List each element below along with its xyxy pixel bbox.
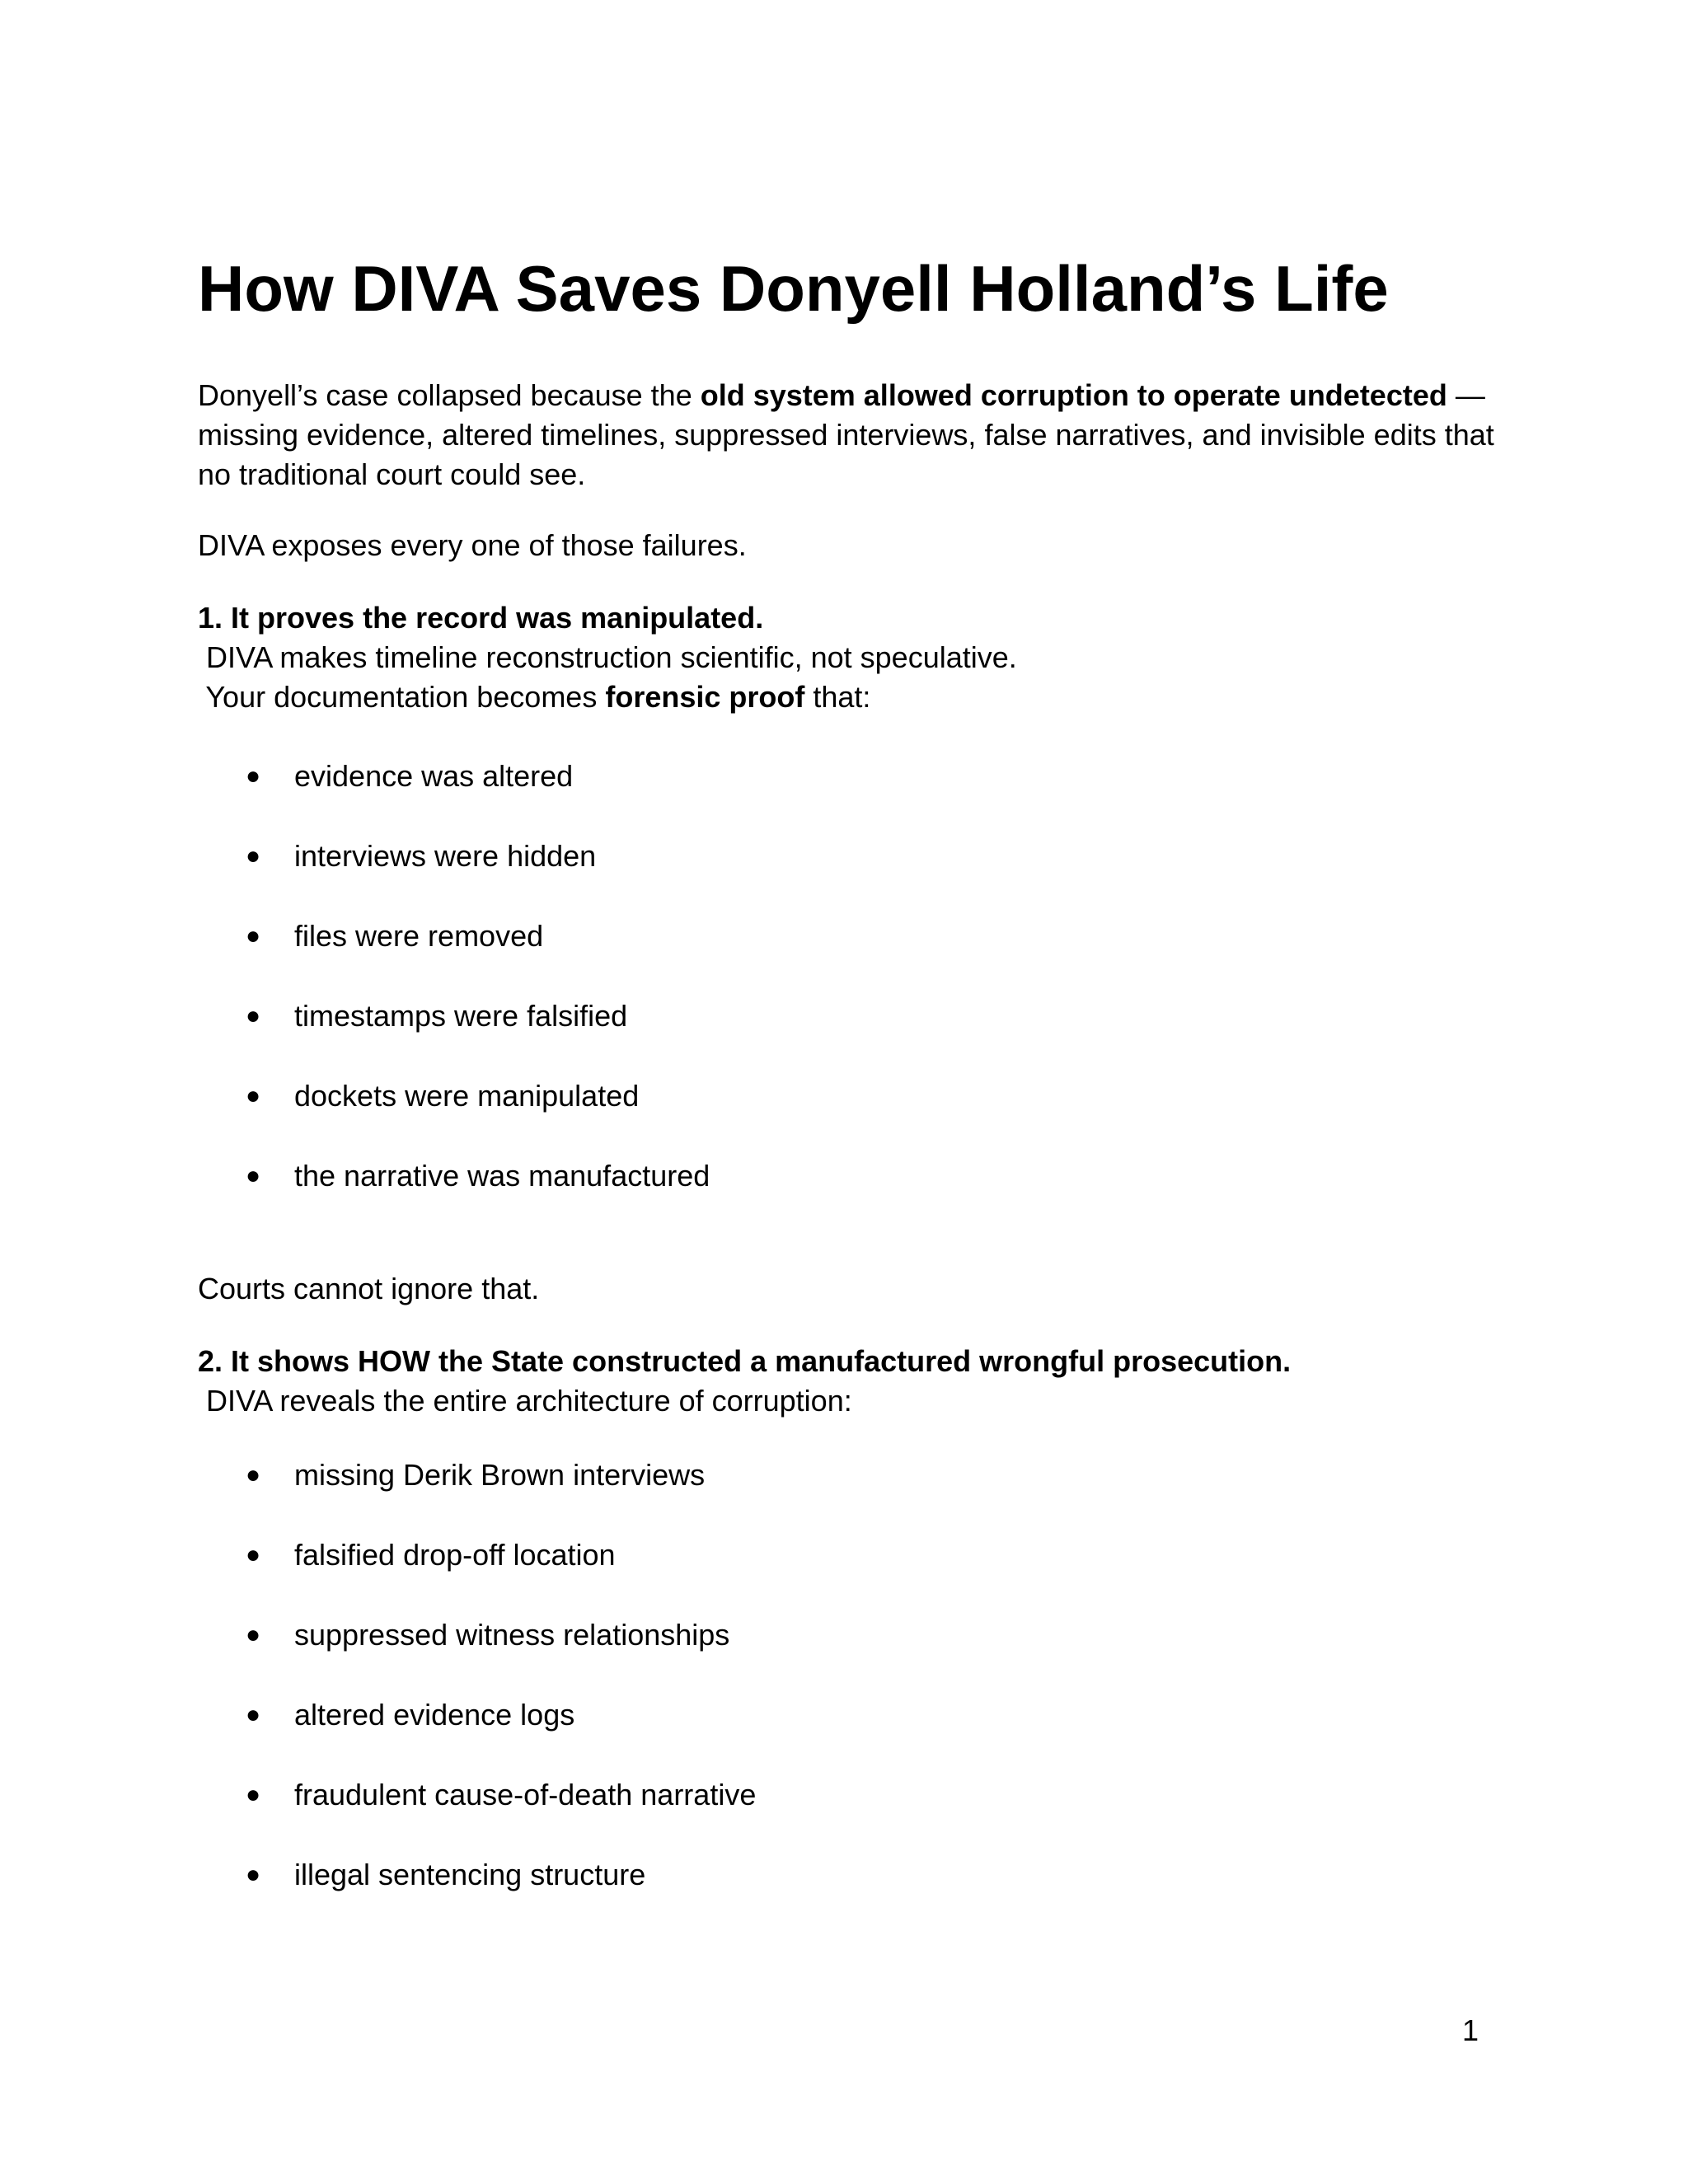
list-item [0, 757, 1154, 796]
bullet-icon: ● [246, 1781, 261, 1808]
bullet-icon: ● [246, 1701, 261, 1728]
list-item-text: the narrative was manufactured [294, 1159, 710, 1193]
section2-block [198, 1342, 1517, 1421]
list-item [0, 1695, 1154, 1735]
section1-line1: DIVA makes timeline reconstruction scientific, not speculative. [198, 640, 1017, 674]
list-item-text: files were removed [294, 919, 544, 953]
intro-text-before: Donyell’s case collapsed because the [198, 378, 701, 412]
list-item-text: suppressed witness relationships [294, 1618, 730, 1652]
section1-line2-after: that: [804, 680, 871, 714]
list-item-text: timestamps were falsified [294, 999, 628, 1033]
list-item [0, 837, 1154, 876]
statement-paragraph: DIVA exposes every one of those failures. [198, 528, 747, 562]
intro-paragraph [198, 376, 1517, 494]
bullet-icon: ● [246, 1002, 261, 1029]
bullet-icon: ● [246, 922, 261, 949]
section1-line2-bold: forensic proof [605, 680, 805, 714]
list-item [0, 1615, 1154, 1655]
list-item-text: fraudulent cause-of-death narrative [294, 1778, 757, 1811]
list-item-text: altered evidence logs [294, 1698, 575, 1732]
list-item [0, 1156, 1154, 1196]
section2-heading: 2. It shows HOW the State constructed a manufactured wrongful prosecution. [198, 1344, 1292, 1378]
bullet-icon: ● [246, 842, 261, 869]
bullet-icon: ● [246, 1162, 261, 1189]
list-item-text: evidence was altered [294, 759, 574, 793]
section1-line2-before: Your documentation becomes [198, 680, 606, 714]
list-item-text: falsified drop-off location [294, 1538, 616, 1572]
section1-block [198, 598, 1517, 717]
bullet-icon: ● [246, 762, 261, 790]
list-item-text: illegal sentencing structure [294, 1858, 646, 1891]
bullet-icon: ● [246, 1861, 261, 1888]
intro-text-after: — missing evidence, altered timelines, suppressed interviews, false narratives, and invisible edits that no traditional court could see. [198, 378, 1494, 491]
section1-heading: 1. It proves the record was manipulated. [198, 601, 764, 635]
bullet-icon: ● [246, 1461, 261, 1488]
intro-text-bold: old system allowed corruption to operate undetected [700, 378, 1447, 412]
list-item [0, 996, 1154, 1036]
bullet-icon: ● [246, 1621, 261, 1648]
list-item [0, 1535, 1154, 1575]
list-item [0, 1855, 1154, 1895]
list-item [0, 1455, 1154, 1495]
page-title: How DIVA Saves Donyell Holland’s Life [198, 252, 1389, 325]
conclusion-paragraph: Courts cannot ignore that. [198, 1272, 540, 1305]
list-item [0, 1076, 1154, 1116]
list-item [0, 916, 1154, 956]
page-number: 1 [1461, 2013, 1479, 2047]
list-item-text: interviews were hidden [294, 839, 597, 873]
bullet-icon: ● [246, 1541, 261, 1568]
bullet-icon: ● [246, 1082, 261, 1109]
list-item-text: missing Derik Brown interviews [294, 1458, 706, 1492]
section2-line1: DIVA reveals the entire architecture of corruption: [198, 1384, 852, 1418]
list-item-text: dockets were manipulated [294, 1079, 640, 1113]
list-item [0, 1775, 1154, 1815]
